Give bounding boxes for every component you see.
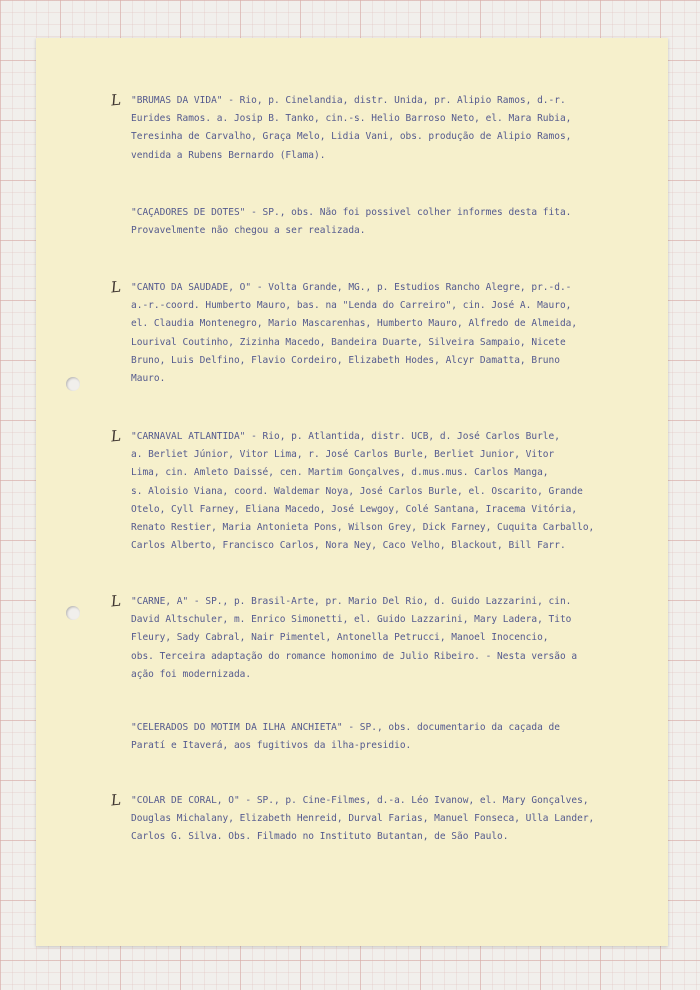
film-entry-carnaval-atlantida xyxy=(110,426,655,555)
handwritten-check-mark: L xyxy=(110,790,122,810)
handwritten-check-mark: L xyxy=(110,277,122,297)
handwritten-check-mark: L xyxy=(110,426,122,446)
handwritten-check-mark: L xyxy=(110,591,122,611)
film-entry-celerados-do-motim xyxy=(131,719,655,755)
punch-hole-top xyxy=(66,377,80,391)
entry-text: "COLAR DE CORAL, O" - SP., p. Cine-Filmes, d.-a. Léo Ivanow, el. Mary Gonçalves, Douglas Michalany, Elizabeth Henreid, Durval Farias, Manuel Fonseca, Ulla Lander, Carlos G. Silva. Obs. Filmado no Instituto Butantan, de São Paulo. xyxy=(131,795,595,843)
entry-text: "CARNAVAL ATLANTIDA" - Rio, p. Atlantida, distr. UCB, d. José Carlos Burle, a. Berliet Júnior, Vitor Lima, r. José Carlos Burle, Berliet Junior, Vitor Lima, cin. Amleto Daissé, cen. Martim Gonçalves, d.mus.mus. Carlos Manga, s. Aloisio Viana, coord. Waldemar Noya, José Carlos Burle, el. Oscarito, Grande Otelo, Cyll Farney, Eliana Macedo, José Lewgoy, Colé Santana, Iracema Vitória, Renato Restier, Maria Antonieta Pons, Wilson Grey, Dick Farney, Cuquita Carballo, Carlos Alberto, Francisco Carlos, Nora Ney, Caco Velho, Blackout, Bill Farr. xyxy=(131,431,595,552)
entry-text: "BRUMAS DA VIDA" - Rio, p. Cinelandia, distr. Unida, pr. Alipio Ramos, d.-r. Eurides Ramos. a. Josip B. Tanko, cin.-s. Helio Barroso Neto, el. Mara Rubia, Teresinha de Carvalho, Graça Melo, Lidia Vani, obs. produção de Alipio Ramos, vendida a Rubens Bernardo (Flama). xyxy=(131,95,572,161)
film-entry-colar-de-coral xyxy=(110,790,655,847)
film-entry-carne-a xyxy=(110,591,655,684)
punch-hole-bottom xyxy=(66,606,80,620)
entry-text: "CANTO DA SAUDADE, O" - Volta Grande, MG., p. Estudios Rancho Alegre, pr.-d.- a.-r.-coord. Humberto Mauro, bas. na "Lenda do Carreiro", cin. José A. Mauro, el. Claudia Montenegro, Mario Mascarenhas, Humberto Mauro, Alfredo de Almeida, Lourival Coutinho, Zizinha Macedo, Bandeira Duarte, Silveira Sampaio, Nicete Bruno, Luis Delfino, Flavio Cordeiro, Elizabeth Hodes, Alcyr Damatta, Bruno Mauro. xyxy=(131,282,578,385)
film-entry-brumas-da-vida xyxy=(110,90,655,165)
film-entry-canto-da-saudade xyxy=(110,277,655,388)
entry-text: "CAÇADORES DE DOTES" - SP., obs. Não foi possivel colher informes desta fita. Provavelmente não chegou a ser realizada. xyxy=(131,207,572,237)
entry-text: "CELERADOS DO MOTIM DA ILHA ANCHIETA" - SP., obs. documentario da caçada de Paratí e Itaverá, aos fugitivos da ilha-presidio. xyxy=(131,722,560,752)
handwritten-check-mark: L xyxy=(110,90,122,110)
film-entry-cacadores-de-dotes xyxy=(131,204,655,240)
entry-text: "CARNE, A" - SP., p. Brasil-Arte, pr. Mario Del Rio, d. Guido Lazzarini, cin. David Altschuler, m. Enrico Simonetti, el. Guido Lazzarini, Mary Ladera, Tito Fleury, Sady Cabral, Nair Pimentel, Antonella Petrucci, Manoel Inocencio, obs. Terceira adaptação do romance homonimo de Julio Ribeiro. - Nesta versão a ação foi modernizada. xyxy=(131,596,578,680)
